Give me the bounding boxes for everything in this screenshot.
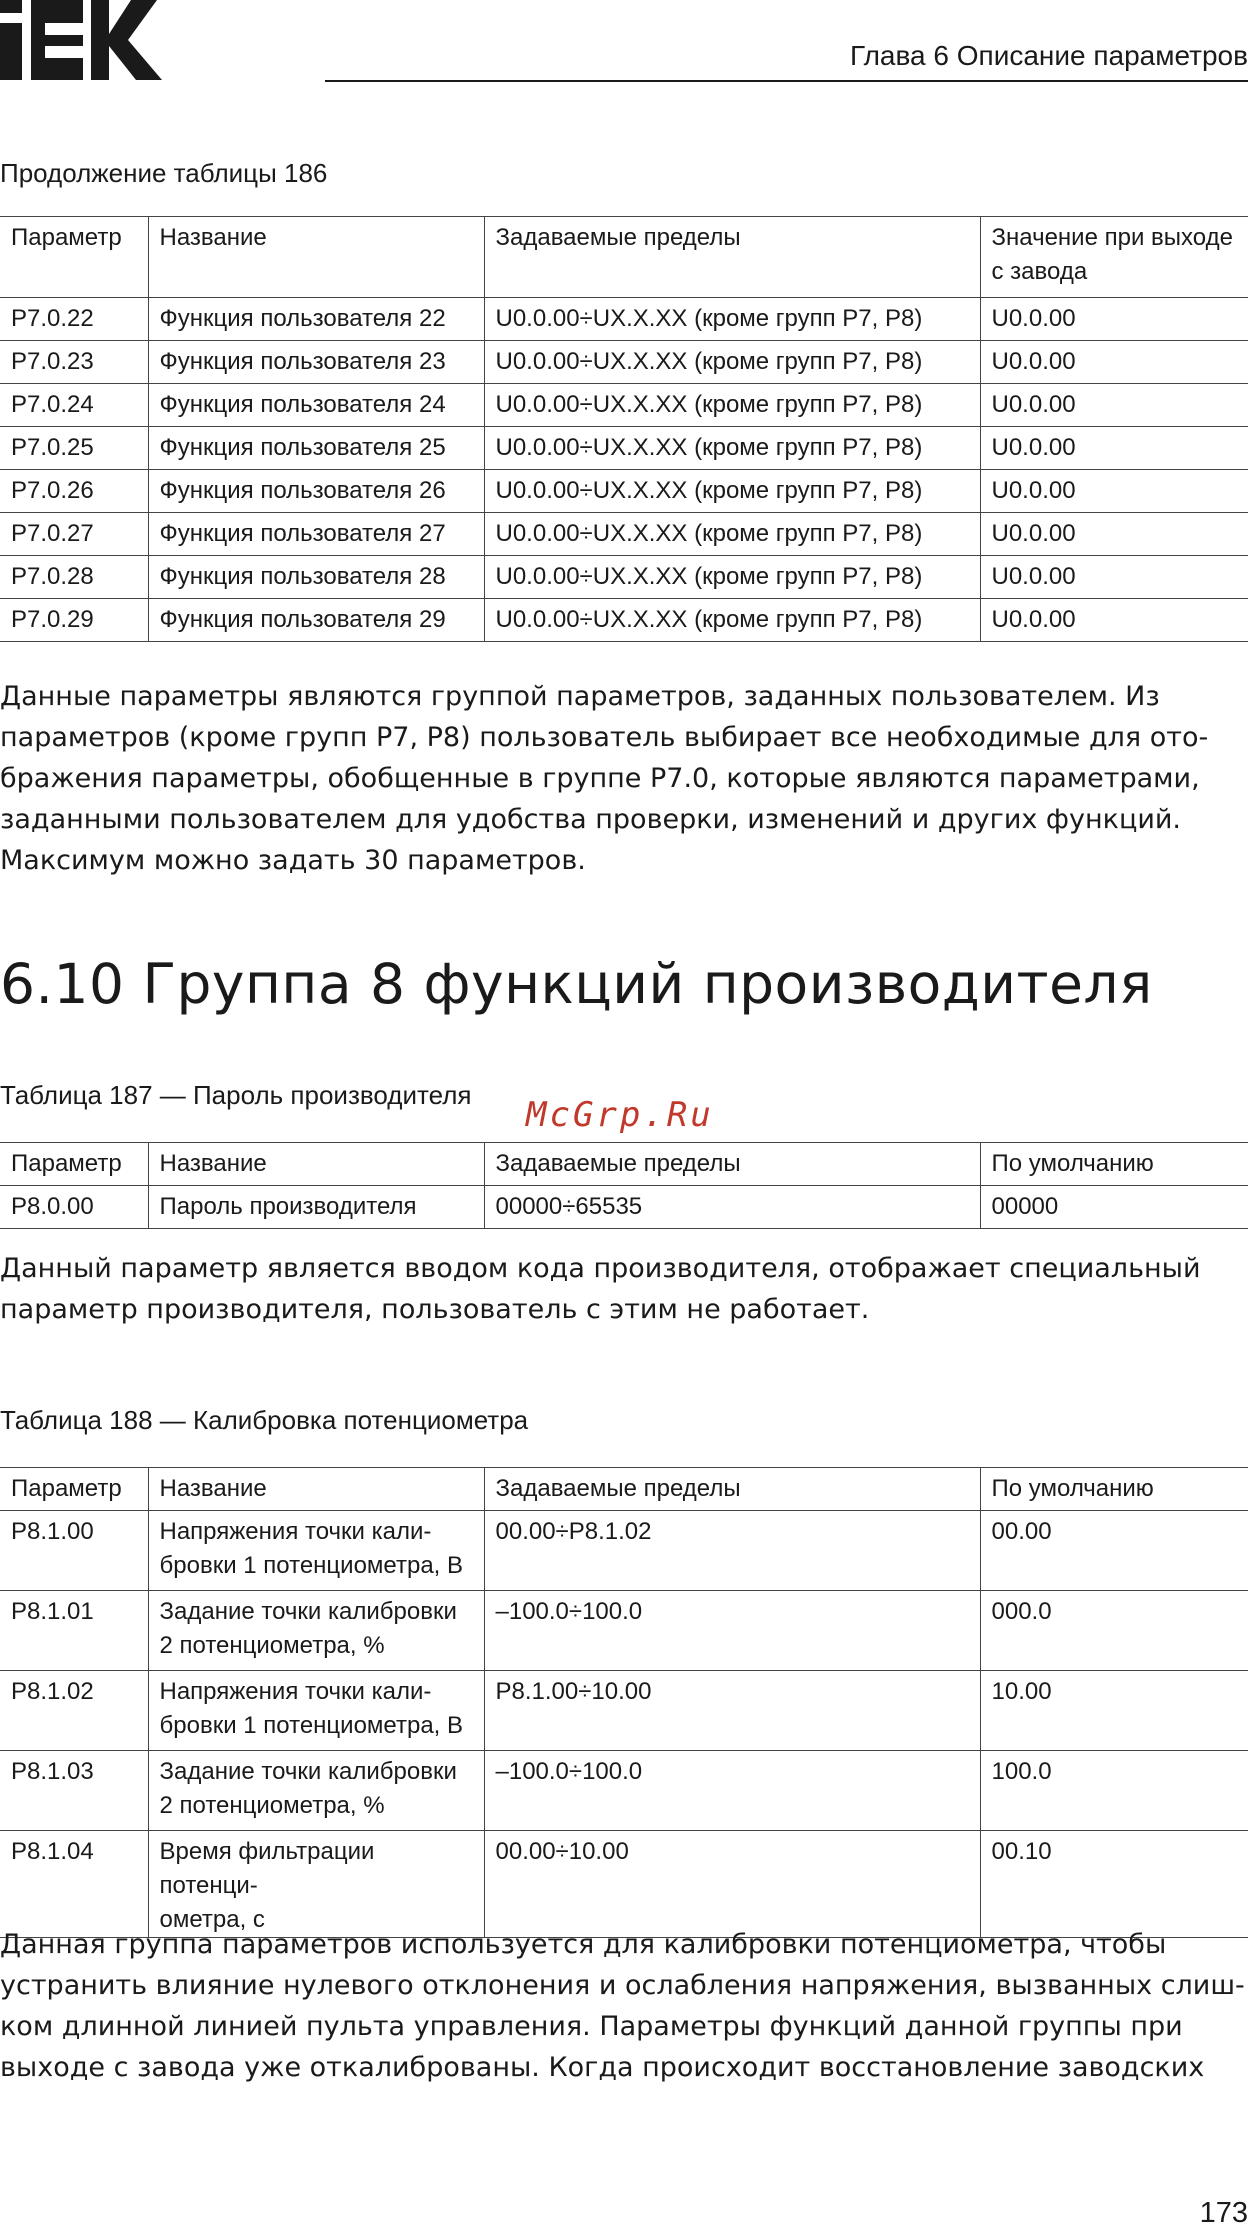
column-header: По умолчанию — [980, 1143, 1248, 1186]
watermark: McGrp.Ru — [526, 1095, 714, 1135]
table-cell: Функция пользователя 25 — [148, 427, 484, 470]
table-cell: U0.0.00÷UX.X.XX (кроме групп P7, P8) — [484, 470, 980, 513]
table-187 — [0, 1142, 1248, 1229]
column-header: Значение при выходе с завода — [980, 217, 1248, 298]
table-cell: P7.0.27 — [0, 513, 148, 556]
table-cell: –100.0÷100.0 — [484, 1591, 980, 1671]
table-cell: U0.0.00÷UX.X.XX (кроме групп P7, P8) — [484, 384, 980, 427]
table-cell: P8.1.00÷10.00 — [484, 1671, 980, 1751]
table-row — [0, 599, 1248, 642]
table-row — [0, 298, 1248, 341]
table-cell: Функция пользователя 26 — [148, 470, 484, 513]
table-cell: 00000÷65535 — [484, 1186, 980, 1229]
table-cell: U0.0.00 — [980, 298, 1248, 341]
table-cell: P7.0.23 — [0, 341, 148, 384]
table-cell: U0.0.00÷UX.X.XX (кроме групп P7, P8) — [484, 513, 980, 556]
table-cell: P8.1.04 — [0, 1831, 148, 1938]
section-heading: 6.10 Группа 8 функций производителя — [0, 952, 1153, 1016]
table-cell: P8.1.01 — [0, 1591, 148, 1671]
table-cell: P7.0.22 — [0, 298, 148, 341]
table-cell: Функция пользователя 29 — [148, 599, 484, 642]
table-row — [0, 470, 1248, 513]
table-cell: –100.0÷100.0 — [484, 1751, 980, 1831]
table-cell: U0.0.00 — [980, 341, 1248, 384]
table-cell: 00.00÷10.00 — [484, 1831, 980, 1938]
chapter-title: Глава 6 Описание параметров — [850, 40, 1248, 71]
page-number: 173 — [1199, 2197, 1248, 2229]
table-row — [0, 556, 1248, 599]
table-cell: 00.10 — [980, 1831, 1248, 1938]
table-row — [0, 427, 1248, 470]
table-cell: 00.00÷P8.1.02 — [484, 1511, 980, 1591]
table-cell: P8.1.03 — [0, 1751, 148, 1831]
table-cell: U0.0.00÷UX.X.XX (кроме групп P7, P8) — [484, 298, 980, 341]
table-cell: U0.0.00÷UX.X.XX (кроме групп P7, P8) — [484, 556, 980, 599]
table-cell: P7.0.29 — [0, 599, 148, 642]
text-line: Максимум можно задать 30 параметров. — [0, 845, 586, 876]
text-line: Данный параметр является вводом кода производителя, отображает специальный — [0, 1253, 1201, 1284]
column-header: Название — [148, 1143, 484, 1186]
table-row — [0, 1671, 1248, 1751]
text-line: заданными пользователем для удобства проверки, изменений и других функций. — [0, 804, 1182, 835]
table-187-caption: Таблица 187 — Пароль производителя — [0, 1080, 472, 1110]
text-line: Данная группа параметров используется для калибровки потенциометра, чтобы — [0, 1929, 1167, 1960]
table-row — [0, 1751, 1248, 1831]
paragraph-calibration — [0, 1924, 1245, 2088]
text-line: ком длинной линией пульта управления. Параметры функций данной группы при — [0, 2011, 1183, 2042]
table-cell: P7.0.24 — [0, 384, 148, 427]
table-cell: Задание точки калибровки 2 потенциометра, % — [148, 1591, 484, 1671]
table-header-row — [0, 217, 1248, 298]
table-cell: Пароль производителя — [148, 1186, 484, 1229]
table-cell: 100.0 — [980, 1751, 1248, 1831]
paragraph-user-params — [0, 676, 1230, 881]
column-header: Задаваемые пределы — [484, 217, 980, 298]
table-cell: U0.0.00÷UX.X.XX (кроме групп P7, P8) — [484, 427, 980, 470]
table-cell: Функция пользователя 23 — [148, 341, 484, 384]
table-188 — [0, 1467, 1248, 1938]
table-row — [0, 1831, 1248, 1938]
table-cell: 10.00 — [980, 1671, 1248, 1751]
table-cell: U0.0.00÷UX.X.XX (кроме групп P7, P8) — [484, 599, 980, 642]
table-cell: Время фильтрации потенци- ометра, с — [148, 1831, 484, 1938]
column-header: Параметр — [0, 217, 148, 298]
table-cell: 00.00 — [980, 1511, 1248, 1591]
column-header: По умолчанию — [980, 1468, 1248, 1511]
table-cell: U0.0.00 — [980, 556, 1248, 599]
table-row — [0, 384, 1248, 427]
iek-logo — [0, 0, 164, 80]
table-cell: P8.1.02 — [0, 1671, 148, 1751]
text-line: бражения параметры, обобщенные в группе P7.0, которые являются параметрами, — [0, 763, 1200, 794]
table-cell: Функция пользователя 27 — [148, 513, 484, 556]
table-cell: P8.0.00 — [0, 1186, 148, 1229]
table-cell: P7.0.28 — [0, 556, 148, 599]
table-cell: P8.1.00 — [0, 1511, 148, 1591]
column-header: Параметр — [0, 1143, 148, 1186]
table-row — [0, 1591, 1248, 1671]
table-header-row — [0, 1468, 1248, 1511]
text-line: параметров (кроме групп P7, P8) пользователь выбирает все необходимые для ото- — [0, 722, 1209, 753]
column-header: Задаваемые пределы — [484, 1468, 980, 1511]
text-line: параметр производителя, пользователь с этим не работает. — [0, 1294, 870, 1325]
column-header: Название — [148, 1468, 484, 1511]
table-186-caption: Продолжение таблицы 186 — [0, 158, 328, 188]
table-cell: 000.0 — [980, 1591, 1248, 1671]
column-header: Название — [148, 217, 484, 298]
table-cell: Функция пользователя 22 — [148, 298, 484, 341]
text-line: выходе с завода уже откалиброваны. Когда происходит восстановление заводских — [0, 2052, 1205, 2083]
table-cell: U0.0.00 — [980, 427, 1248, 470]
table-row — [0, 1186, 1248, 1229]
table-188-caption: Таблица 188 — Калибровка потенциометра — [0, 1405, 529, 1435]
table-cell: U0.0.00 — [980, 384, 1248, 427]
table-186 — [0, 216, 1248, 642]
table-cell: U0.0.00 — [980, 513, 1248, 556]
table-row — [0, 1511, 1248, 1591]
table-cell: Напряжения точки кали- бровки 1 потенциометра, В — [148, 1671, 484, 1751]
table-row — [0, 513, 1248, 556]
table-cell: Функция пользователя 28 — [148, 556, 484, 599]
table-cell: Напряжения точки кали- бровки 1 потенциометра, В — [148, 1511, 484, 1591]
table-header-row — [0, 1143, 1248, 1186]
table-cell: 00000 — [980, 1186, 1248, 1229]
table-cell: Функция пользователя 24 — [148, 384, 484, 427]
paragraph-manufacturer-code — [0, 1248, 1230, 1330]
table-cell: P7.0.26 — [0, 470, 148, 513]
text-line: устранить влияние нулевого отклонения и ослабления напряжения, вызванных слиш- — [0, 1970, 1245, 2001]
column-header: Задаваемые пределы — [484, 1143, 980, 1186]
table-row — [0, 341, 1248, 384]
table-cell: Задание точки калибровки 2 потенциометра, % — [148, 1751, 484, 1831]
table-cell: U0.0.00 — [980, 599, 1248, 642]
table-cell: U0.0.00 — [980, 470, 1248, 513]
column-header: Параметр — [0, 1468, 148, 1511]
table-cell: P7.0.25 — [0, 427, 148, 470]
table-cell: U0.0.00÷UX.X.XX (кроме групп P7, P8) — [484, 341, 980, 384]
text-line: Данные параметры являются группой параметров, заданных пользователем. Из — [0, 681, 1160, 712]
header-rule — [325, 80, 1248, 82]
